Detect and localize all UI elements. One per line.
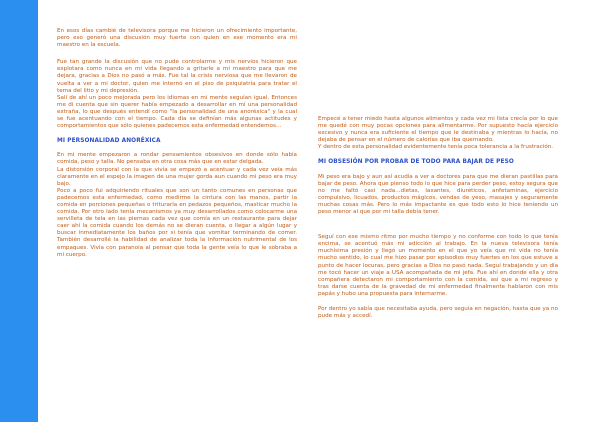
paragraph: La distorsión corporal con la que vivía se empezó a acentuar y cada vez veía más claramente en el espejo la imagen de una mujer gorda aun cuando mi peso era muy bajo. — [57, 166, 297, 187]
right-text-column — [318, 116, 558, 320]
left-text-column — [57, 28, 297, 259]
paragraph: En esos días cambié de televisora porque me hicieron un ofrecimiento importante, pero eso generó una discusión muy fuerte con quien en ese momento era mi maestro en la escuela. — [57, 28, 297, 49]
paragraph: Poco a poco fui adquiriendo rituales que son un tanto comunes en personas que padecemos esta enfermedad, como medirme la cintura con las manos, partir la comida en porciones pequeñas o triturarla en pedazos pequeños, masticar mucho la comida. Por otro lado tenía mecanismos ya muy desarrollados como colocarme una servilleta de tela en las piernas cada vez que comía en un restaurante para dejar caer ahí la comida cuando los demás no se dieran cuenta, o llegar a algún lugar y buscar inmediatamente los baños por si tenía que vomitar terminando de comer. También desarrollé la habilidad de analizar toda la información nutrimental de los empaques. Vivía con paranoia al pensar que toda la gente veía lo que le sobraba a mi cuerpo. — [57, 187, 297, 258]
paragraph: Salí de ahí un poco mejorada pero los idiomas en mi mente seguían igual. Entonces me di cuenta que sin querer había empezado a desarrollar en mí una personalidad extraña, lo que después entendí como "la personalidad de una anoréxica" y la cual se fue acentuando con el tiempo. Cada día se definían más algunas actitudes y comportamientos que sólo quienes padecemos esta enfermedad entendemos... — [57, 94, 297, 130]
paragraph-spacer — [57, 49, 297, 59]
section-heading: MI PERSONALIDAD ANORÉXICA — [57, 138, 161, 145]
paragraph: Por dentro yo sabía que necesitaba ayuda, pero seguía en negación, hasta que ya no pude más y accedí. — [318, 305, 558, 320]
left-accent-bar — [0, 0, 38, 422]
paragraph-spacer — [318, 298, 558, 306]
paragraph-spacer — [318, 216, 558, 234]
section-heading: MI OBSESIÓN POR PROBAR DE TODO PARA BAJAR DE PESO — [318, 159, 514, 166]
paragraph: Fue tan grande la discusión que no pude controlarme y mis nervios hicieron que explotara como nunca en mi vida llegando a gritarle a mi maestro para que me dejara, gracias a Dios no pasó a más. Fue tal la crisis nerviosa que me llevaron de vuelta a ver a mi doctor, quien me internó en el piso de psiquiatría para tratar el tema del litio y mi depresión. — [57, 59, 297, 94]
paragraph: Y dentro de esta personalidad evidentemente tenía poca tolerancia a la frustración. — [318, 144, 554, 151]
paragraph: Seguí con ese mismo ritmo por mucho tiempo y no conforme con todo lo que tenía encima, se acentuó más mi adicción al trabajo. En la nueva televisora tenía muchísima presión y llegó un momento en el que yo veía que mi vida no tenía mucho sentido, lo cual me hizo pasar por episodios muy fuertes en los que estuve a punto de hacer locuras, pero gracias a Dios no pasó nada. Seguí trabajando y un día me tocó hacer un viaje a USA acompañada de mi jefa. Fue ahí en donde ella y otra compañera detectaron mi comportamiento con la comida, así que a mi regreso y tras darse cuenta de la gravedad de mi enfermedad finalmente hablaron con mis papás y hubo una propuesta para internarme. — [318, 234, 558, 297]
paragraph: Mi peso era bajo y aun así acudía a ver a doctores para que me dieran pastillas para bajar de peso. Ahora que pienso todo lo que hice para perder peso, estoy segura que no me faltó casi nada...dietas, laxantes, diuréticos, anfetaminas, ejercicio compulsivo, licuados, productos mágicos, vendas de yeso, masajes y seguramente muchas cosas más. Pero lo más impactante es que todo esto lo hice teniendo un peso menor al que por mi talla debía tener. — [318, 173, 558, 216]
paragraph-spacer — [318, 167, 558, 174]
paragraph: Empecé a tener miedo hasta algunos alimentos y cada vez mi lista crecía por lo que me quedé con muy pocas opciones para alimentarme. Por supuesto hacía ejercicio excesivo y nunca era suficiente el tiempo que le destinaba y mientras lo hacía, no dejaba de pensar en el número de calorías que iba quemando. — [318, 116, 558, 144]
paragraph: En mi mente empezaron a rondar pensamientos obsesivos en donde sólo había comida, peso y talla. No pensaba en otra cosa más que en estar delgada. — [57, 152, 297, 166]
